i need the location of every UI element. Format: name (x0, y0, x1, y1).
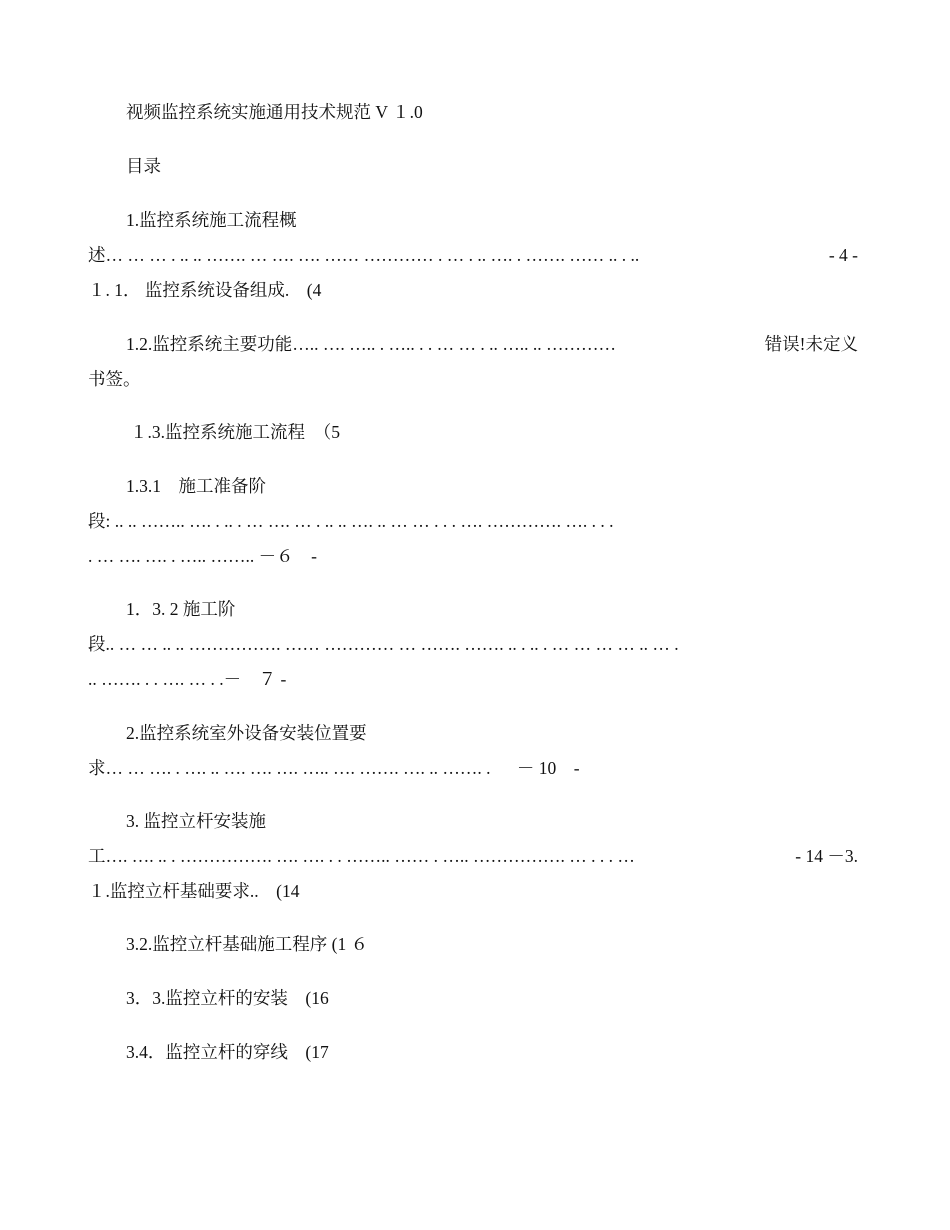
toc-entry-1-leader-line[interactable] (88, 244, 858, 266)
toc-entry-3-leader-line[interactable] (88, 845, 858, 867)
toc-entry-3-2[interactable]: 3.2.监控立杆基础施工程序 (1 ６ (126, 934, 369, 954)
toc-entry-1-3-2-page-line: .. ……. . . …. … . .－ ７ - (88, 669, 287, 689)
toc-entry-1-heading[interactable]: 1.监控系统施工流程概 (126, 210, 297, 230)
toc-entry-1-3-1-leader: 段: .. .. …….. …. . .. . … …. … . .. .. …. .. … … . . . …. …………. …. . . . (88, 511, 614, 531)
toc-entry-3-heading[interactable]: 3. 监控立杆安装施 (126, 811, 266, 831)
toc-entry-1-leader: 述… … … . .. .. ……. … …. …. …… ………… . … . .. …. . ……. …… .. . .. (88, 245, 640, 265)
toc-entry-2-leader: 求… … …. . …. .. …. …. …. ….. …. ……. …. .. ……. . (88, 758, 491, 778)
toc-entry-3-page: - 14 －3. (795, 846, 858, 866)
toc-entry-1-2-continuation: 书签。 (88, 369, 141, 389)
toc-heading: 目录 (126, 156, 161, 176)
toc-entry-3-1[interactable]: １.监控立杆基础要求.. (14 (88, 881, 300, 901)
document-title: 视频监控系统实施通用技术规范 V １.0 (126, 102, 423, 122)
toc-entry-1-3-1-leader-line (88, 510, 858, 532)
toc-entry-1-3-2-leader-line (88, 633, 858, 655)
toc-entry-1-2-error: 错误!未定义 (764, 334, 858, 354)
toc-entry-3-3[interactable]: 3．3.监控立杆的安装 (16 (126, 988, 329, 1008)
toc-entry-1-1[interactable]: １. 1． 监控系统设备组成. (4 (88, 280, 322, 300)
toc-entry-1-3-2-heading[interactable]: 1．3. 2 施工阶 (126, 599, 236, 619)
toc-entry-2-heading[interactable]: 2.监控系统室外设备安装位置要 (126, 723, 367, 743)
toc-entry-2-leader-line[interactable] (88, 757, 580, 779)
toc-entry-1-page: - 4 - (828, 245, 858, 265)
toc-entry-1-3[interactable]: １.3.监控系统施工流程 （5 (130, 422, 340, 442)
toc-entry-1-3-1-heading[interactable]: 1.3.1 施工准备阶 (126, 476, 266, 496)
toc-entry-1-3-1-page-line: . … …. …. . ….. …….. －６ - (88, 546, 317, 566)
toc-entry-1-2-line[interactable] (88, 333, 858, 355)
toc-entry-2-page: － 10 - (516, 758, 580, 778)
toc-entry-3-leader: 工…. …. .. . ……………. …. …. . . …….. …… . ….. ……………. … . . . … (88, 846, 635, 866)
toc-entry-1-2-text: 1.2.监控系统主要功能….. …. ….. . ….. . . … … . .. ….. .. ………… (126, 334, 616, 354)
toc-entry-1-3-2-leader: 段.. … … .. .. ……………. …… ………… … ……. ……. .. . .. . … … … … .. … . (88, 634, 679, 654)
toc-entry-3-4[interactable]: 3.4．监控立杆的穿线 (17 (126, 1042, 329, 1062)
